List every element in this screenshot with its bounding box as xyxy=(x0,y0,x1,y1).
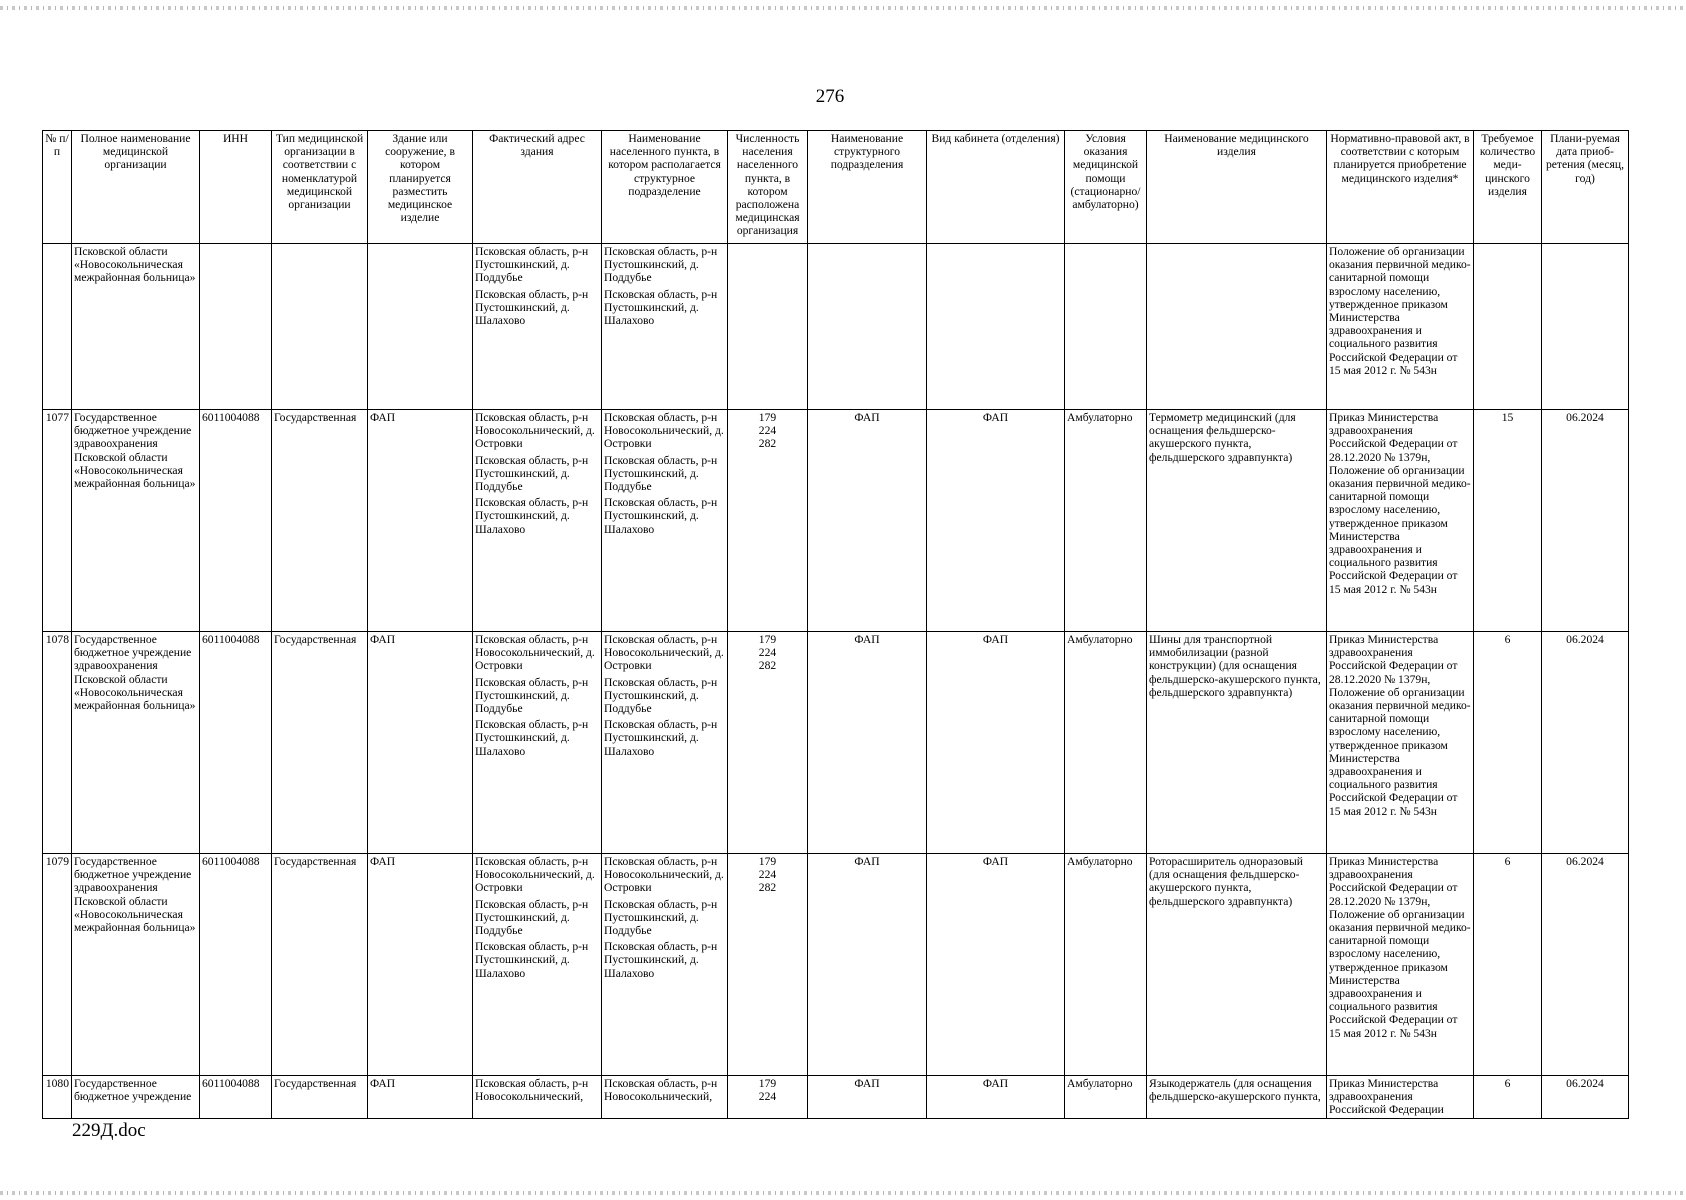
col-header-date: Плани-руемая дата приоб-ретения (месяц, год) xyxy=(1542,131,1629,244)
table-row xyxy=(43,410,1629,632)
cell-type: Государственная xyxy=(272,632,368,854)
cell-settlement: Псковская область, р-н Пустошкинский, д. Поддубье Псковская область, р-н Пустошкинский, д. Шалахово xyxy=(602,244,728,410)
cell-org: Государственное бюджетное учреждение здравоохранения Псковской области «Новосокольническая межрайонная больница» xyxy=(72,632,200,854)
cell-type: Государственная xyxy=(272,1076,368,1119)
cell-conditions: Амбулаторно xyxy=(1065,1076,1147,1119)
cell-settlement: Псковская область, р-н Новосокольнический, д. Островки Псковская область, р-н Пустошкинский, д. Поддубье Псковская область, р-н Пустошкинский, д. Шалахово xyxy=(602,632,728,854)
cell-date: 06.2024 xyxy=(1542,410,1629,632)
header-row xyxy=(43,131,1629,244)
footer-doc-name: 229Д.doc xyxy=(72,1120,146,1141)
cell-settlement: Псковская область, р-н Новосокольнический, д. Островки Псковская область, р-н Пустошкинский, д. Поддубье Псковская область, р-н Пустошкинский, д. Шалахово xyxy=(602,410,728,632)
cell-act: Приказ Министерства здравоохранения Российской Федерации от 28.12.2020 № 1379н, Положение об организации оказания первичной медико-санитарной помощи взрослому населению, утвержденное приказом Министерства здравоохранения и социального развития Российской Федерации от 15 мая 2012 г. № 543н xyxy=(1327,632,1474,854)
cell-population: 179 224 282 xyxy=(728,632,808,854)
cell-org: Государственное бюджетное учреждение здравоохранения Псковской области «Новосокольническая межрайонная больница» xyxy=(72,410,200,632)
cell-unit: ФАП xyxy=(808,632,927,854)
cell-inn: 6011004088 xyxy=(200,1076,272,1119)
cell-act: Приказ Министерства здравоохранения Российской Федерации xyxy=(1327,1076,1474,1119)
cell-address: Псковская область, р-н Пустошкинский, д. Поддубье Псковская область, р-н Пустошкинский, д. Шалахово xyxy=(473,244,602,410)
cell-act: Приказ Министерства здравоохранения Российской Федерации от 28.12.2020 № 1379н, Положение об организации оказания первичной медико-санитарной помощи взрослому населению, утвержденное приказом Министерства здравоохранения и социального развития Российской Федерации от 15 мая 2012 г. № 543н xyxy=(1327,410,1474,632)
col-header-qty: Требуемое количество меди-цинского изделия xyxy=(1474,131,1542,244)
col-header-address: Фактический адрес здания xyxy=(473,131,602,244)
col-header-conditions: Условия оказания медицинской помощи (стационарно/ амбулаторно) xyxy=(1065,131,1147,244)
scan-edge-top xyxy=(0,6,1686,10)
cell-building: ФАП xyxy=(368,854,473,1076)
cell-cabinet: ФАП xyxy=(927,632,1065,854)
cell-device: Роторасширитель одноразовый (для оснащения фельдшерско-акушерского пункта, фельдшерского здравпункта) xyxy=(1147,854,1327,1076)
cell-type: Государственная xyxy=(272,410,368,632)
cell-date: 06.2024 xyxy=(1542,854,1629,1076)
cell-cabinet: ФАП xyxy=(927,854,1065,1076)
cell-num: 1077 xyxy=(43,410,72,632)
cell-org: Государственное бюджетное учреждение здравоохранения Псковской области «Новосокольническая межрайонная больница» xyxy=(72,854,200,1076)
cell-population: 179 224 282 xyxy=(728,854,808,1076)
col-header-population: Численность населения населенного пункта, в котором расположена медицинская организация xyxy=(728,131,808,244)
cell-cabinet: ФАП xyxy=(927,1076,1065,1119)
cell-num: 1078 xyxy=(43,632,72,854)
cell-building: ФАП xyxy=(368,1076,473,1119)
cell-settlement: Псковская область, р-н Новосокольнический, xyxy=(602,1076,728,1119)
col-header-inn: ИНН xyxy=(200,131,272,244)
cell-device: Шины для транспортной иммобилизации (разной конструкции) (для оснащения фельдшерско-акушерского пункта, фельдшерского здравпункта) xyxy=(1147,632,1327,854)
cell-inn: 6011004088 xyxy=(200,854,272,1076)
col-header-device: Наименование медицинского изделия xyxy=(1147,131,1327,244)
cell-org: Государственное бюджетное учреждение xyxy=(72,1076,200,1119)
col-header-org: Полное наименование медицинской организации xyxy=(72,131,200,244)
col-header-act: Нормативно-правовой акт, в соответствии с которым планируется приобретение медицинского изделия* xyxy=(1327,131,1474,244)
cell-building: ФАП xyxy=(368,410,473,632)
table-row-cut xyxy=(43,1076,1629,1119)
cell-conditions: Амбулаторно xyxy=(1065,410,1147,632)
cell-inn: 6011004088 xyxy=(200,410,272,632)
cell-qty: 6 xyxy=(1474,632,1542,854)
cell-device: Термометр медицинский (для оснащения фельдшерско-акушерского пункта, фельдшерского здравпункта) xyxy=(1147,410,1327,632)
cell-unit: ФАП xyxy=(808,410,927,632)
table-row-continuation xyxy=(43,244,1629,410)
col-header-unit: Наименование структурного подразделения xyxy=(808,131,927,244)
page-number: 276 xyxy=(815,86,845,107)
cell-act: Положение об организации оказания первичной медико-санитарной помощи взрослому населению, утвержденное приказом Министерства здравоохранения и социального развития Российской Федерации от 15 мая 2012 г. № 543н xyxy=(1327,244,1474,410)
cell-cabinet: ФАП xyxy=(927,410,1065,632)
cell-qty: 6 xyxy=(1474,854,1542,1076)
cell-address: Псковская область, р-н Новосокольнический, д. Островки Псковская область, р-н Пустошкинский, д. Поддубье Псковская область, р-н Пустошкинский, д. Шалахово xyxy=(473,632,602,854)
cell-qty: 15 xyxy=(1474,410,1542,632)
table-row xyxy=(43,854,1629,1076)
cell-date: 06.2024 xyxy=(1542,632,1629,854)
scan-edge-bottom xyxy=(0,1191,1686,1195)
col-header-building: Здание или сооружение, в котором планируется разместить медицинское изделие xyxy=(368,131,473,244)
col-header-num: № п/п xyxy=(43,131,72,244)
cell-conditions: Амбулаторно xyxy=(1065,632,1147,854)
cell-address: Псковская область, р-н Новосокольнический, д. Островки Псковская область, р-н Пустошкинский, д. Поддубье Псковская область, р-н Пустошкинский, д. Шалахово xyxy=(473,410,602,632)
col-header-cabinet: Вид кабинета (отделения) xyxy=(927,131,1065,244)
cell-inn: 6011004088 xyxy=(200,632,272,854)
col-header-settlement: Наименование населенного пункта, в котором располагается структурное подразделение xyxy=(602,131,728,244)
cell-conditions: Амбулаторно xyxy=(1065,854,1147,1076)
cell-settlement: Псковская область, р-н Новосокольнический, д. Островки Псковская область, р-н Пустошкинский, д. Поддубье Псковская область, р-н Пустошкинский, д. Шалахово xyxy=(602,854,728,1076)
equipment-table xyxy=(42,130,1629,1119)
table-row xyxy=(43,632,1629,854)
cell-population: 179 224 xyxy=(728,1076,808,1119)
cell-num: 1080 xyxy=(43,1076,72,1119)
cell-qty: 6 xyxy=(1474,1076,1542,1119)
cell-num: 1079 xyxy=(43,854,72,1076)
cell-org: Псковской области «Новосокольническая межрайонная больница» xyxy=(72,244,200,410)
col-header-type: Тип медицинской организации в соответствии с номенклатурой медицинской организации xyxy=(272,131,368,244)
cell-device: Языкодержатель (для оснащения фельдшерско-акушерского пункта, xyxy=(1147,1076,1327,1119)
cell-population: 179 224 282 xyxy=(728,410,808,632)
cell-address: Псковская область, р-н Новосокольнический, д. Островки Псковская область, р-н Пустошкинский, д. Поддубье Псковская область, р-н Пустошкинский, д. Шалахово xyxy=(473,854,602,1076)
cell-unit: ФАП xyxy=(808,1076,927,1119)
cell-date: 06.2024 xyxy=(1542,1076,1629,1119)
cell-building: ФАП xyxy=(368,632,473,854)
cell-act: Приказ Министерства здравоохранения Российской Федерации от 28.12.2020 № 1379н, Положение об организации оказания первичной медико-санитарной помощи взрослому населению, утвержденное приказом Министерства здравоохранения и социального развития Российской Федерации от 15 мая 2012 г. № 543н xyxy=(1327,854,1474,1076)
cell-unit: ФАП xyxy=(808,854,927,1076)
cell-address: Псковская область, р-н Новосокольнический, xyxy=(473,1076,602,1119)
cell-type: Государственная xyxy=(272,854,368,1076)
